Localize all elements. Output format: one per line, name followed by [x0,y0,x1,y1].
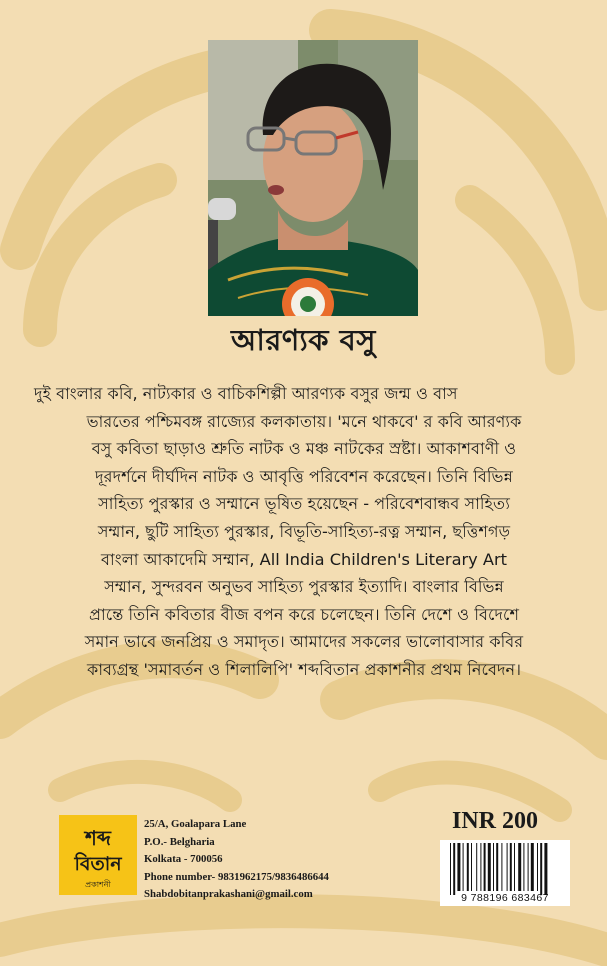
barcode-bar [531,843,534,891]
bio-line: সম্মান, ছুটি সাহিত্য পুরস্কার, বিভূতি-সাহিত্য-রত্ন সম্মান, ছত্তিশগড় [97,521,511,541]
barcode-bar [488,843,491,891]
isbn-barcode [440,840,570,906]
price-label: INR 200 [452,808,539,834]
barcode-bar [540,843,542,895]
barcode-bar [476,843,477,891]
address-street: 25/A, Goalapara Lane [144,818,247,830]
barcode-bar [453,843,455,895]
logo-middle-text: বিতান [74,853,122,875]
logo-top-text: শব্দ [85,826,111,850]
bio-line: দুই বাংলার কবি, নাট্যকার ও বাচিকশিল্পী আরণ্যক বসুর জন্ম ও বাস [34,384,458,403]
barcode-bar [463,843,464,891]
barcode-bar [450,843,451,895]
address-phone: Phone number- 9831962175/9836486644 [144,870,329,883]
barcode-bar [514,843,515,891]
barcode-bar [507,843,508,891]
barcode-bar [510,843,512,891]
bio-line: ভারতের পশ্চিমবঙ্গ রাজ্যের কলকাতায়। 'মনে থাকবে' র কবি আরণ্যক [86,411,522,431]
author-bio [34,380,574,684]
author-portrait-photo [208,40,418,316]
barcode-bar [518,843,521,891]
isbn-barcode-icon [440,843,570,895]
bio-line: সাহিত্য পুরস্কার ও সম্মানে ভূষিত হয়েছেন - পরিবেশবান্ধব সাহিত্য [98,494,510,514]
barcode-bar [544,843,547,895]
bio-line: সমান ভাবে জনপ্রিয় ও সমাদৃত। আমাদের সকলের ভালোবাসার কবির [84,632,524,652]
address-po: P.O.- Belgharia [144,835,215,848]
bio-line: সম্মান, সুন্দরবন অনুভব সাহিত্য পুরস্কার ইত্যাদি। বাংলার বিভিন্ন [104,577,504,597]
bio-line: দূরদর্শনে দীর্ঘদিন নাটক ও আবৃত্তি পরিবেশন করেছেন। তিনি বিভিন্ন [95,466,513,486]
author-photo [208,40,418,316]
bio-line: কাব্যগ্রন্থ 'সমাবর্তন ও শিলালিপি' শব্দবিতান প্রকাশনীর প্রথম নিবেদন। [87,659,521,679]
publisher-logo [59,815,137,895]
barcode-bar [457,843,460,891]
author-name: আরণ্যক বসু [231,323,376,357]
barcode-bar [537,843,538,891]
address-city: Kolkata - 700056 [144,853,223,866]
barcode-bar [523,843,524,891]
logo-bottom-text: প্রকাশনী [85,880,111,889]
barcode-bar [493,843,494,891]
bio-line: বাংলা আকাদেমি সম্মান, All India Children's Literary Art [101,549,507,569]
publisher-address [144,816,329,904]
barcode-bar [496,843,498,891]
barcode-bar [467,843,469,891]
address-email: Shabdobitanprakashani@gmail.com [144,888,313,901]
barcode-bar [484,843,486,891]
barcode-digits: 9 788196 683467 [461,892,549,904]
bio-line: প্রান্তে তিনি কবিতার বীজ বপন করে চলেছেন। তিনি দেশে ও বিদেশে [88,604,520,624]
barcode-bar [480,843,481,891]
barcode-bar [528,843,529,891]
barcode-bar [471,843,472,891]
shabdobitan-logo-icon [59,815,137,895]
bio-line: বসু কবিতা ছাড়াও শ্রুতি নাটক ও মঞ্চ নাটকের স্রষ্টা। আকাশবাণী ও [91,439,517,459]
barcode-bar [501,843,502,891]
